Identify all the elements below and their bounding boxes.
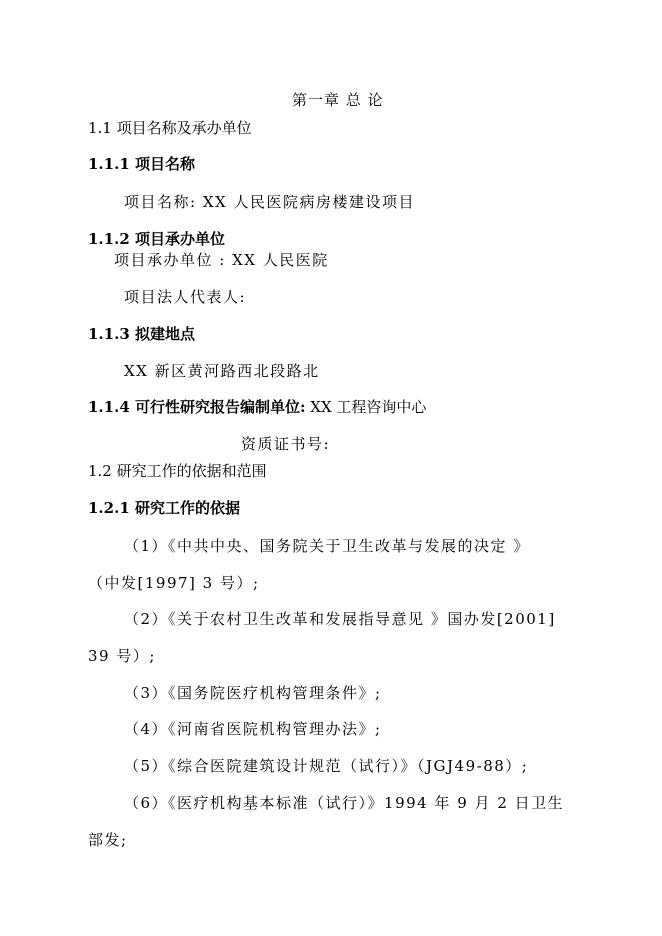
section-1-1-4-value: XX 工程咨询中心 xyxy=(305,398,427,416)
section-1-1-4-label: 1.1.4 可行性研究报告编制单位: xyxy=(88,398,306,416)
basis-item-3: （3）《国务院医疗机构管理条件》; xyxy=(124,684,382,702)
section-1-2-1-heading: 1.2.1 研究工作的依据 xyxy=(88,499,240,517)
section-1-1-2-heading: 1.1.2 项目承办单位 xyxy=(88,230,225,248)
basis-item-5: （5）《综合医院建筑设计规范（试行）》（JGJ49-88）; xyxy=(124,757,529,775)
basis-item-2: （2）《关于农村卫生改革和发展指导意见 》国办发[2001] xyxy=(124,610,556,628)
sponsor-line: 项目承办单位 : XX 人民医院 xyxy=(114,251,329,269)
basis-item-1: （1）《中共中央、国务院关于卫生改革与发展的决定 》 xyxy=(124,537,530,555)
section-1-1-1-heading: 1.1.1 项目名称 xyxy=(88,155,195,173)
basis-item-4: （4）《河南省医院机构管理办法》; xyxy=(124,720,382,738)
section-1-1-heading: 1.1 项目名称及承办单位 xyxy=(88,119,252,137)
basis-item-6-cont: 部发; xyxy=(88,831,128,849)
basis-item-6: （6）《医疗机构基本标准（试行）》1994 年 9 月 2 日卫生 xyxy=(124,794,565,812)
basis-item-2-cont: 39 号）; xyxy=(88,647,156,665)
cert-no-line: 资质证书号: xyxy=(241,435,331,453)
legal-rep-line: 项目法人代表人: xyxy=(124,288,247,306)
location-line: XX 新区黄河路西北段路北 xyxy=(124,362,320,380)
section-1-1-3-heading: 1.1.3 拟建地点 xyxy=(88,325,195,343)
basis-item-1-cont: （中发[1997] 3 号）; xyxy=(88,574,260,592)
section-1-2-heading: 1.2 研究工作的依据和范围 xyxy=(88,462,267,480)
section-1-1-4-line xyxy=(88,397,426,417)
chapter-title: 第一章 总 论 xyxy=(292,91,384,109)
project-name-line: 项目名称: XX 人民医院病房楼建设项目 xyxy=(124,193,415,211)
